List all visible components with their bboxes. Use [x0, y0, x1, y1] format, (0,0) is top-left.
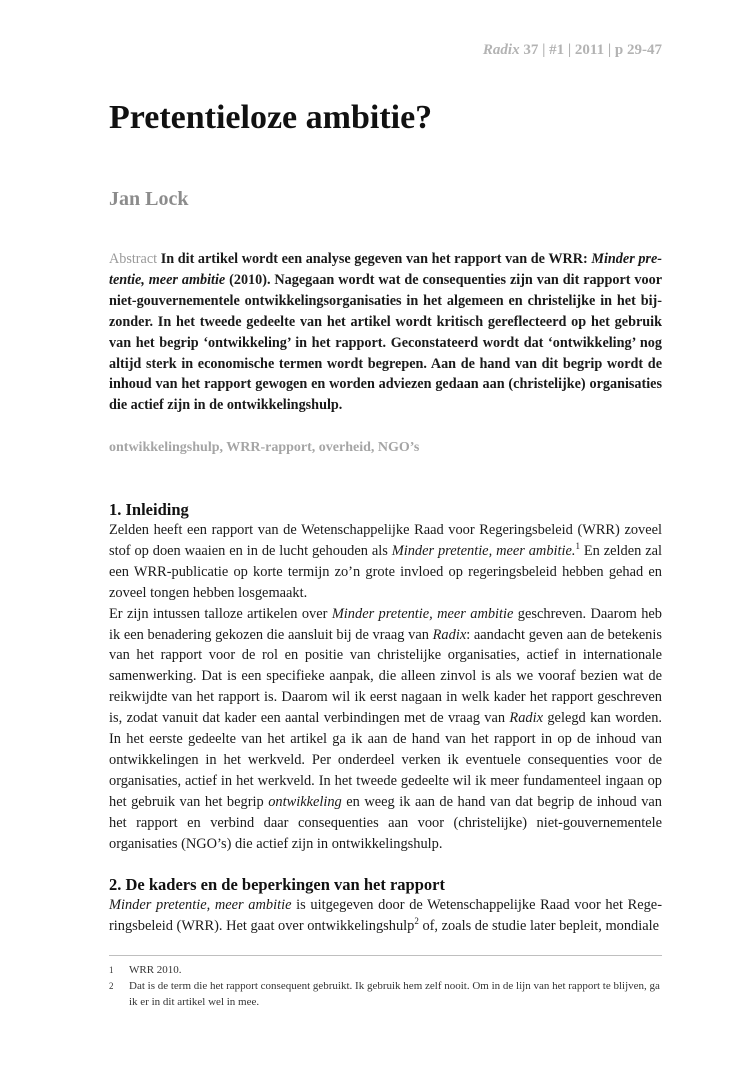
footnote-text: Dat is de term die het rapport consequent gebruikt. Ik gebruik hem zelf nooit. Om in de lijn van het rapport te blijven, ga ik er in dit artikel wel in mee. [129, 980, 660, 1008]
paragraph [109, 520, 662, 604]
running-head [483, 42, 662, 59]
issue-info: 37 | #1 | 2011 | p 29-47 [519, 42, 662, 58]
journal-name-italic: Radix [432, 626, 467, 643]
paragraph [109, 895, 662, 937]
article-title: Pretentieloze ambitie? [109, 99, 433, 136]
footnote [109, 962, 662, 978]
abstract-report-title: Minder pretentie, meer ambitie [109, 251, 662, 288]
paragraph-text: geschreven. Daarom heb ik een benadering gekozen die aansluit bij de vraag van [109, 605, 662, 643]
keywords: ontwikkelingshulp, WRR-rapport, overheid, NGO’s [109, 440, 420, 455]
paragraph [109, 604, 662, 855]
paragraph-text: is uitgegeven door de Wetenschappelijke Raad voor het Regeringsbeleid (WRR). Het gaat over ontwikkelingshulp [109, 897, 662, 934]
paragraph-text: En zelden zal een WRR-publicatie op korte termijn zo’n grote invloed op regeringsbeleid hebben gehad en zoveel tongen hebben losgemaakt. [109, 542, 662, 601]
paragraph-text: Zelden heeft een rapport van de Wetenschappelijke Raad voor Regeringsbeleid (WRR) zoveel stof op doen waaien en in de lucht gehouden als [109, 522, 662, 559]
abstract-text-1: In dit artikel wordt een analyse gegeven van het rapport van de WRR: [157, 251, 592, 267]
paragraph-text: Er zijn intussen talloze artikelen over [109, 605, 332, 622]
section-heading-kaders: 2. De kaders en de beperkingen van het rapport [109, 875, 445, 894]
paragraph-text: en weeg ik aan de hand van dat begrip de inhoud van het rapport en verbind daar consequenties aan voor (christelijke) niet-gouvernementele organisaties (NGO’s) die actief zijn in ontwikkelingshulp. [109, 793, 662, 852]
journal-name: Radix [482, 42, 520, 58]
section-body-kaders [109, 895, 662, 937]
footnote-number: 2 [109, 981, 114, 991]
footnote-number: 1 [109, 965, 114, 975]
footnotes [109, 962, 662, 1010]
journal-name-italic: Radix [509, 710, 543, 727]
footnote-divider [109, 955, 662, 956]
abstract-label: Abstract [109, 251, 158, 267]
abstract [109, 249, 662, 416]
paragraph-text: : aandacht geven aan de betekenis van het rapport voor de rol en positie van christelijke organisaties, actief in internationale samenwerking. Dat is een specifieke aanpak, die alleen zinvol is als we vooraf bezien wat de reikwijdte van het rapport is. Daarom wil ik eerst nagaan in welk kader het rapport geschreven is, zodat vanuit dat kader een aantal verbindingen met de vraag van [109, 626, 662, 727]
report-title-italic: Minder pretentie, meer ambitie. [391, 542, 576, 559]
section-heading-inleiding: 1. Inleiding [109, 500, 189, 519]
footnote-ref: 2 [414, 916, 419, 927]
report-title-italic: Minder pretentie, meer ambitie [109, 897, 292, 913]
abstract-text-2: (2010). Nagegaan wordt wat de consequenties zijn van dit rapport voor niet-gouvernementele ontwikkelingsorganisaties in het algemeen en christelijke in het bijzonder. In het tweede gedeelte van het artikel wordt kritisch gereflecteerd op het gebruik van het begrip ‘ontwikkeling’ in het rapport. Geconstateerd wordt dat ‘ontwikkeling’ nog altijd sterk in economische termen wordt begrepen. Aan de hand van dit begrip wordt de inhoud van het rapport gewogen en worden adviezen gedaan aan (christelijke) organisaties die actief zijn in de ontwikkelingshulp. [109, 271, 662, 414]
paragraph-text: gelegd kan worden. In het eerste gedeelte van het artikel ga ik aan de hand van het rapport in op de inhoud van ontwikkelingen in het werkveld. Per onderdeel verken ik eventuele consequenties voor de organisaties, actief in het werkveld. In het tweede gedeelte wil ik meer fundamenteel ingaan op het gebruik van het begrip [109, 710, 662, 810]
footnote [109, 978, 662, 1010]
report-title-italic: Minder pretentie, meer ambitie [331, 605, 514, 622]
term-italic: ontwikkeling [268, 793, 342, 810]
footnote-ref: 1 [575, 541, 580, 552]
section-body-inleiding [109, 520, 662, 855]
author-name: Jan Lock [109, 188, 189, 210]
paragraph-text: of, zoals de studie later bepleit, mondiale [418, 917, 660, 934]
footnote-text: WRR 2010. [129, 964, 182, 976]
